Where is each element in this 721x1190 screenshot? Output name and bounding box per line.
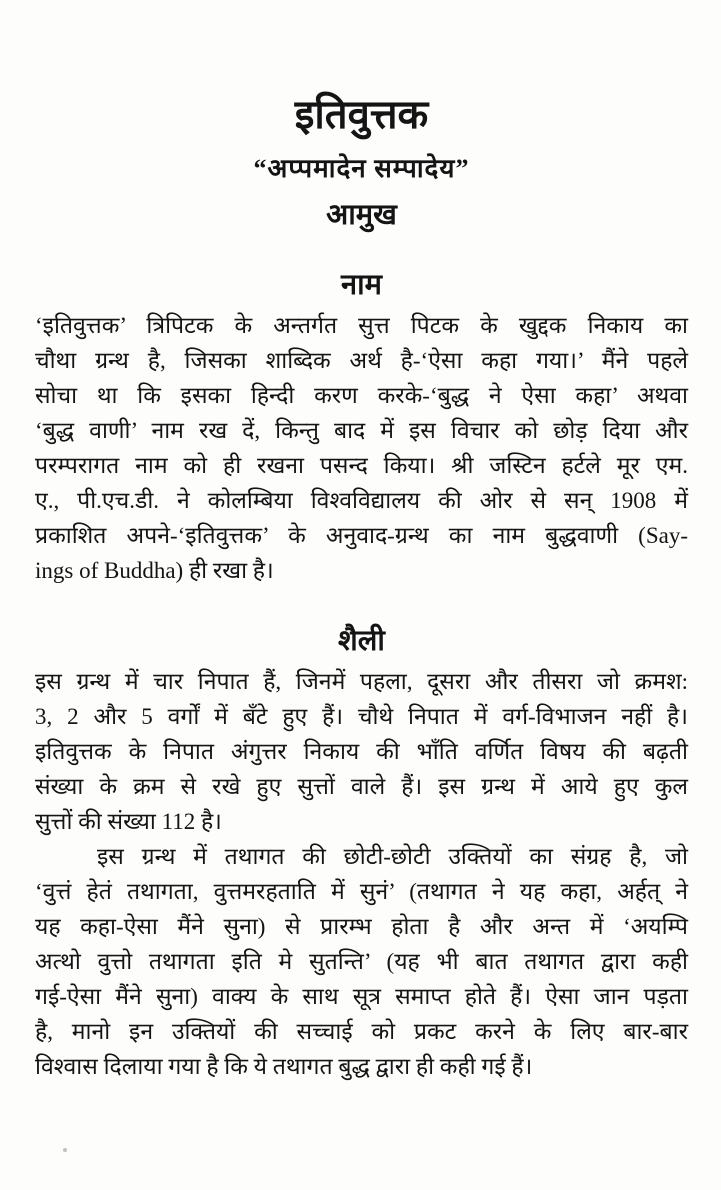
preface-heading: आमुख bbox=[326, 199, 397, 231]
text-line: संख्या के क्रम से रखे हुए सुत्तों वाले हैं। इस ग्रन्थ में आये हुए कुल bbox=[35, 774, 688, 799]
text-line: चौथा ग्रन्थ है, जिसका शाब्दिक अर्थ है-‘ऐसा कहा गया।’ मैंने पहले bbox=[35, 348, 688, 373]
paragraph-shaili-1 bbox=[35, 664, 688, 839]
text-line: इस ग्रन्थ में तथागत की छोटी-छोटी उक्तियों का संग्रह है, जो bbox=[97, 844, 688, 869]
text-line: ‘वुत्तं हेतं तथागता, वुत्तमरहताति में सुनं’ (तथागत ने यह कहा, अर्हत् ने bbox=[35, 879, 688, 904]
text-line: परम्परागत नाम को ही रखना पसन्द किया। श्री जस्टिन हर्टले मूर एम. bbox=[35, 453, 688, 478]
text-line: गई-ऐसा मैंने सुना) वाक्य के साथ सूत्र समाप्त होते हैं। ऐसा जान पड़ता bbox=[35, 984, 688, 1009]
section-heading-naam: नाम bbox=[341, 269, 382, 301]
text-line: यह कहा-ऐसा मैंने सुना) से प्रारम्भ होता है और अन्त में ‘अयम्पि bbox=[35, 914, 688, 939]
text-line: ए., पी.एच.डी. ने कोलम्बिया विश्वविद्यालय की ओर से सन् 1908 में bbox=[35, 488, 688, 513]
scan-speck bbox=[63, 1148, 67, 1152]
text-line: इतिवुत्तक के निपात अंगुत्तर निकाय की भाँति वर्णित विषय की बढ़ती bbox=[35, 739, 688, 764]
text-line: सोचा था कि इसका हिन्दी करण करके-‘बुद्ध ने ऐसा कहा’ अथवा bbox=[35, 383, 688, 408]
page-subtitle: “अप्पमादेन सम्पादेय” bbox=[253, 154, 470, 183]
paragraph-shaili-2 bbox=[35, 839, 688, 1084]
text-line: ings of Buddha) ही रखा है। bbox=[35, 558, 274, 583]
text-line: 3, 2 और 5 वर्गों में बँटे हुए हैं। चौथे निपात में वर्ग-विभाजन नहीं है। bbox=[35, 704, 688, 729]
text-line: इस ग्रन्थ में चार निपात हैं, जिनमें पहला, दूसरा और तीसरा जो क्रमश: bbox=[35, 669, 688, 694]
text-line: है, मानो इन उक्तियों की सच्चाई को प्रकट करने के लिए बार-बार bbox=[35, 1019, 688, 1044]
text-line: ‘इतिवुत्तक’ त्रिपिटक के अन्तर्गत सुत्त पिटक के खुद्दक निकाय का bbox=[35, 313, 688, 338]
text-line: प्रकाशित अपने-‘इतिवुत्तक’ के अनुवाद-ग्रन्थ का नाम बुद्धवाणी (Say- bbox=[35, 523, 688, 548]
text-line: ‘बुद्ध वाणी’ नाम रख दें, किन्तु बाद में इस विचार को छोड़ दिया और bbox=[35, 418, 688, 443]
paragraph-naam bbox=[35, 308, 688, 588]
text-line: अत्थो वुत्तो तथागता इति मे सुतन्ति’ (यह भी बात तथागत द्वारा कही bbox=[35, 949, 688, 974]
section-heading-shaili: शैली bbox=[338, 625, 385, 657]
text-line: सुत्तों की संख्या 112 है। bbox=[35, 809, 222, 834]
text-line: विश्वास दिलाया गया है कि ये तथागत बुद्ध द्वारा ही कही गई हैं। bbox=[35, 1054, 533, 1079]
page-title: इतिवुत्तक bbox=[294, 92, 429, 137]
